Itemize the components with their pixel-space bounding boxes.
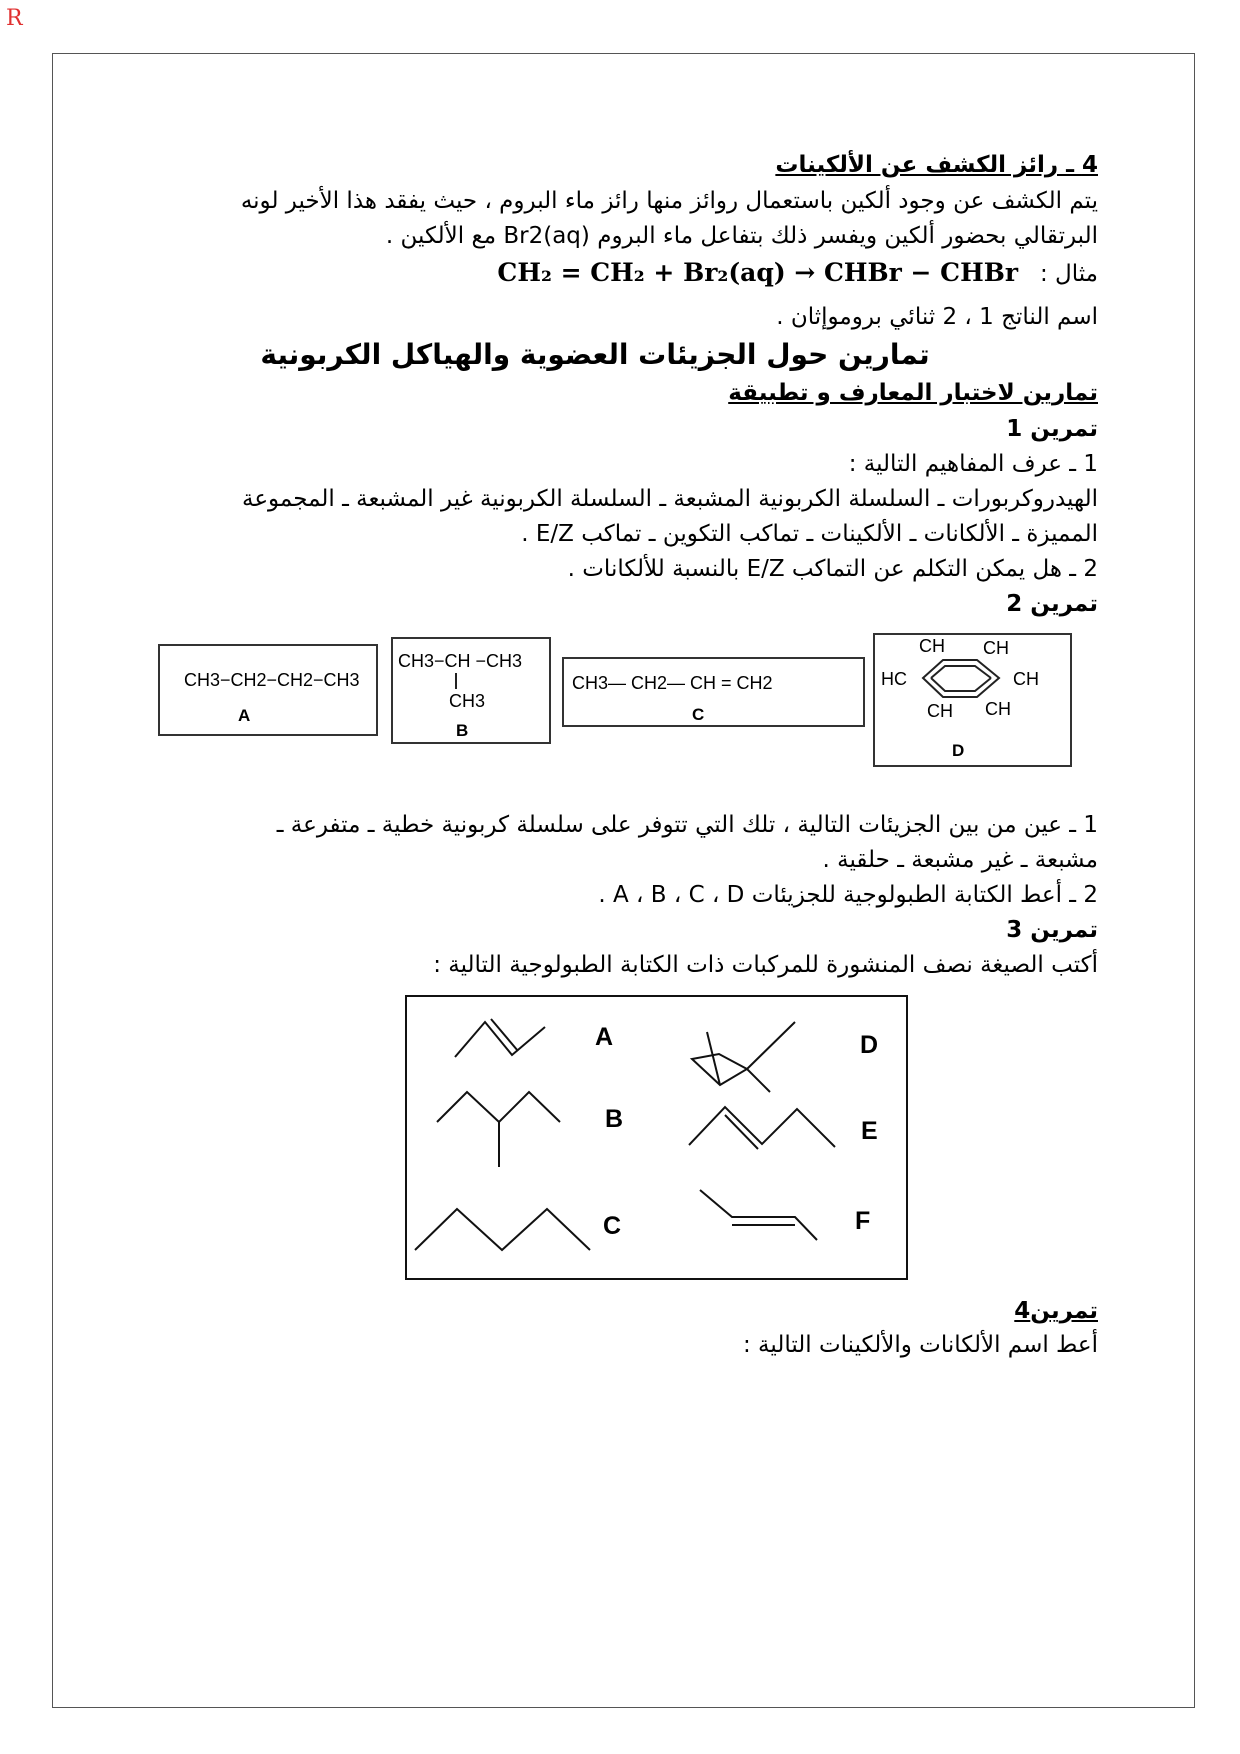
- skeletal-formulas-svg: [407, 997, 905, 1277]
- molecule-b-label: B: [456, 721, 469, 740]
- ring-ch-right: CH: [1013, 669, 1039, 689]
- molecule-d-box: [873, 633, 1072, 767]
- molecule-a-box: [158, 644, 378, 736]
- skeletal-label-c: C: [603, 1212, 622, 1240]
- corner-mark: R: [6, 6, 23, 31]
- ex3-title: تمرين 3: [1006, 917, 1098, 943]
- ex1-list-line-2: المميزة ـ الألكانات ـ الألكينات ـ تماكب التكوين ـ تماكب E/Z .: [521, 521, 1098, 547]
- benzene-ring-svg: [875, 635, 1070, 765]
- ring-ch-top-right: CH: [983, 638, 1009, 658]
- molecule-b-box: [391, 637, 551, 744]
- ex3-text: أكتب الصيغة نصف المنشورة للمركبات ذات الكتابة الطبولوجية التالية :: [433, 952, 1098, 978]
- ex2-question-1a: 1 ـ عين من بين الجزيئات التالية ، تلك التي تتوفر على سلسلة كربونية خطية ـ متفرعة ـ: [276, 812, 1098, 838]
- benzene-ring-inner-top: [931, 666, 991, 678]
- ex1-question-2: 2 ـ هل يمكن التكلم عن التماكب E/Z بالنسبة للألكانات .: [567, 556, 1098, 582]
- ex1-title: تمرين 1: [1006, 416, 1098, 442]
- ring-ch-bottom-left: CH: [927, 701, 953, 721]
- section4-paragraph-2: البرتقالي بحضور ألكين ويفسر ذلك بتفاعل ماء البروم (Br2(aq مع الألكين .: [385, 223, 1098, 249]
- molecule-a-label: A: [238, 706, 251, 725]
- skeletal-label-e: E: [861, 1117, 878, 1145]
- product-name: اسم الناتج 1 ، 2 ثنائي بروموإثان .: [776, 304, 1098, 330]
- exercises-subtitle: تمارين لاختبار المعارف و تطبيقة: [728, 380, 1098, 406]
- skeletal-label-b: B: [605, 1105, 624, 1133]
- ring-hc-left: HC: [881, 669, 907, 689]
- ex2-title: تمرين 2: [1006, 591, 1098, 617]
- ex1-list-line-1: الهيدروكربورات ـ السلسلة الكربونية المشبعة ـ السلسلة الكربونية غير المشبعة ـ المجموعة: [241, 486, 1098, 512]
- molecule-c-formula: CH3— CH2— CH = CH2: [572, 673, 773, 693]
- ex2-question-2: 2 ـ أعط الكتابة الطبولوجية للجزيئات A ، B ، C ، D .: [598, 882, 1098, 908]
- ring-ch-bottom-right: CH: [985, 699, 1011, 719]
- molecule-d-label: D: [952, 741, 965, 760]
- molecule-b-branch: CH3: [449, 691, 486, 711]
- example-equation: CH₂ = CH₂ + Br₂(aq) → CHBr − CHBr: [497, 258, 1019, 287]
- example-row: [497, 258, 1098, 289]
- exercises-title: تمارين حول الجزيئات العضوية والهياكل الكربونية: [260, 338, 930, 371]
- ex2-question-1b: مشبعة ـ غير مشبعة ـ حلقية .: [822, 847, 1098, 873]
- skeletal-label-a: A: [595, 1023, 614, 1051]
- example-label: مثال :: [1039, 261, 1098, 287]
- skeletal-a-main: [455, 1022, 545, 1057]
- ring-ch-top-left: CH: [919, 636, 945, 656]
- skeletal-c-main: [415, 1209, 590, 1250]
- skeletal-f-main: [700, 1190, 817, 1240]
- skeletal-formulas-box: [405, 995, 908, 1280]
- ex1-question-1: 1 ـ عرف المفاهيم التالية :: [848, 451, 1098, 477]
- skeletal-label-d: D: [860, 1031, 879, 1059]
- skeletal-b-main: [437, 1092, 560, 1122]
- ex4-text: أعط اسم الألكانات والألكينات التالية :: [743, 1332, 1098, 1358]
- ex4-title: تمرين4: [1014, 1298, 1098, 1324]
- molecule-b-branch-bond: [455, 673, 457, 689]
- skeletal-d-branch: [707, 1032, 720, 1085]
- molecule-c-label: C: [692, 705, 705, 724]
- section4-paragraph-1: يتم الكشف عن وجود ألكين باستعمال روائز منها رائز ماء البروم ، حيث يفقد هذا الأخير لونه: [240, 188, 1098, 214]
- molecule-c-box: [562, 657, 865, 727]
- skeletal-e-main: [689, 1107, 835, 1147]
- section4-heading: 4 ـ رائز الكشف عن الألكينات: [775, 152, 1098, 178]
- skeletal-e-double: [725, 1115, 758, 1149]
- molecule-a-formula: CH3−CH2−CH2−CH3: [184, 670, 360, 690]
- molecule-b-main-chain: CH3−CH −CH3: [398, 651, 523, 671]
- benzene-ring-inner-bottom: [931, 678, 991, 691]
- skeletal-label-f: F: [855, 1207, 871, 1235]
